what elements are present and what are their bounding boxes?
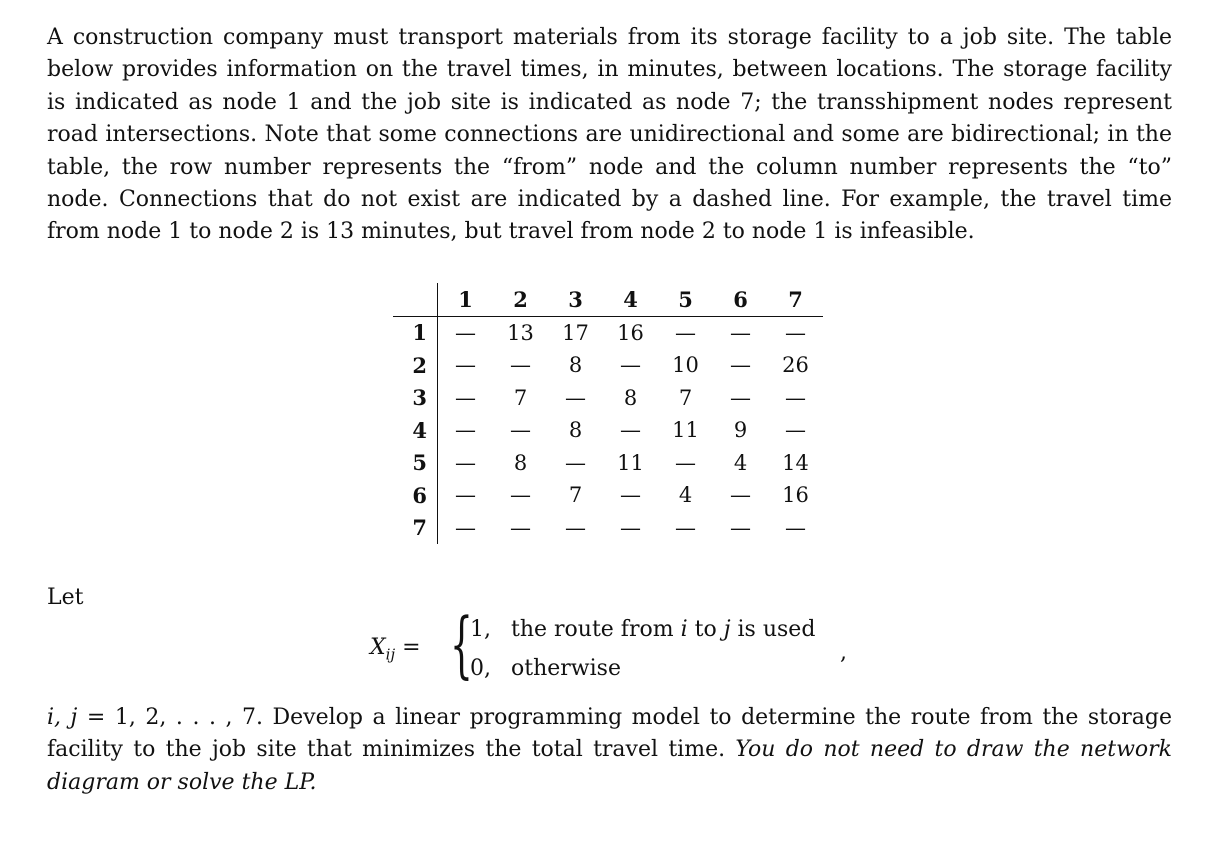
- variable-subscript: ij: [385, 645, 396, 664]
- table-cell: 7: [678, 385, 693, 410]
- variable-symbol: X: [370, 635, 386, 660]
- column-header: 3: [548, 283, 603, 316]
- table-cell: 7: [513, 385, 528, 410]
- table-cell: —: [620, 418, 641, 443]
- table-cell: 13: [507, 320, 534, 345]
- table-cell: 8: [513, 450, 528, 475]
- table-cell: —: [455, 353, 476, 378]
- table-cell: 8: [568, 418, 583, 443]
- row-header: 5: [393, 447, 438, 480]
- table-cell: —: [565, 385, 586, 410]
- table-cell: —: [455, 385, 476, 410]
- column-header: 6: [713, 283, 768, 316]
- intro-paragraph: A construction company must transport materials from its storage facility to a job site. The table below provides information on the travel times, in minutes, between locations. The storage facility is indicated as node 1 and the job site is indicated as node 7; the transshipment nodes represent road intersections. Note that some connections are unidirectional and some are bidirectional; in the table, the row number represents the “from” node and the column number represents the “to” node. Connections that do not exist are indicated by a dashed line. For example, the travel time from node 1 to node 2 is 13 minutes, but travel from node 2 to node 1 is infeasible.: [47, 25, 1172, 245]
- column-header: 4: [603, 283, 658, 316]
- table-cell: —: [675, 515, 696, 540]
- table-cell: —: [675, 450, 696, 475]
- formula-trailing-comma: ,: [840, 640, 847, 665]
- row-header: 4: [393, 414, 438, 447]
- row-header: 7: [393, 512, 438, 545]
- table-cell: —: [785, 515, 806, 540]
- table-cell: —: [455, 450, 476, 475]
- table-row: [393, 447, 823, 480]
- condition-text: is used: [730, 617, 816, 642]
- row-header: 2: [393, 349, 438, 382]
- index-pair: i, j: [47, 705, 78, 730]
- table-cell: —: [785, 320, 806, 345]
- table-row: [393, 512, 823, 545]
- table-corner: [393, 283, 438, 316]
- table-cell: —: [730, 483, 751, 508]
- case-two-value: 0,: [470, 656, 491, 681]
- table-cell: 16: [617, 320, 644, 345]
- travel-time-table: [393, 283, 823, 544]
- table-row: [393, 349, 823, 382]
- table-cell: 7: [568, 483, 583, 508]
- table-cell: —: [730, 515, 751, 540]
- row-header: 1: [393, 316, 438, 349]
- table-cell: —: [785, 418, 806, 443]
- table-cell: —: [620, 483, 641, 508]
- travel-time-table-container: [393, 283, 823, 544]
- equals-sign: =: [402, 635, 421, 660]
- column-header: 7: [768, 283, 823, 316]
- table-header-row: [393, 283, 823, 316]
- table-cell: —: [510, 515, 531, 540]
- table-cell: 4: [733, 450, 748, 475]
- table-cell: —: [675, 320, 696, 345]
- table-cell: 8: [568, 353, 583, 378]
- table-cell: —: [730, 385, 751, 410]
- table-cell: —: [455, 320, 476, 345]
- table-cell: —: [455, 418, 476, 443]
- table-cell: 26: [782, 353, 809, 378]
- table-cell: —: [565, 515, 586, 540]
- row-header: 6: [393, 479, 438, 512]
- table-cell: —: [510, 353, 531, 378]
- let-label: Let: [47, 585, 84, 610]
- left-brace: {: [450, 602, 473, 686]
- table-cell: 17: [562, 320, 589, 345]
- column-header: 1: [438, 283, 494, 316]
- table-cell: 14: [782, 450, 809, 475]
- column-header: 2: [493, 283, 548, 316]
- table-cell: —: [620, 515, 641, 540]
- table-cell: —: [620, 353, 641, 378]
- table-row: [393, 382, 823, 415]
- condition-text: to: [687, 617, 724, 642]
- column-header: 5: [658, 283, 713, 316]
- table-cell: 9: [733, 418, 748, 443]
- table-cell: 16: [782, 483, 809, 508]
- case-two-condition: otherwise: [511, 656, 621, 681]
- table-cell: —: [510, 418, 531, 443]
- table-cell: —: [730, 353, 751, 378]
- condition-text: the route from: [511, 617, 681, 642]
- italic-note: You do not need to draw the network diagram or solve the LP.: [47, 737, 1172, 795]
- table-cell: 11: [672, 418, 699, 443]
- index-j: j: [723, 617, 731, 642]
- table-cell: —: [455, 483, 476, 508]
- table-cell: 10: [672, 353, 699, 378]
- table-row: [393, 479, 823, 512]
- table-cell: 11: [617, 450, 644, 475]
- index-i: i: [680, 617, 688, 642]
- task-paragraph: [47, 702, 1172, 799]
- table-cell: 8: [623, 385, 638, 410]
- case-one-condition: [511, 617, 815, 642]
- task-text: = 1, 2, . . . , 7. Develop a linear programming model to determine the route from the storage facility to the job site that minimizes the total travel time.: [47, 705, 1173, 763]
- table-cell: —: [565, 450, 586, 475]
- table-cell: —: [455, 515, 476, 540]
- formula-lhs: [370, 635, 421, 663]
- table-cell: 4: [678, 483, 693, 508]
- table-cell: —: [730, 320, 751, 345]
- problem-statement: [47, 22, 1172, 249]
- table-cell: —: [510, 483, 531, 508]
- table-row: [393, 414, 823, 447]
- row-header: 3: [393, 382, 438, 415]
- table-row: [393, 316, 823, 349]
- table-cell: —: [785, 385, 806, 410]
- case-one-value: 1,: [470, 617, 491, 642]
